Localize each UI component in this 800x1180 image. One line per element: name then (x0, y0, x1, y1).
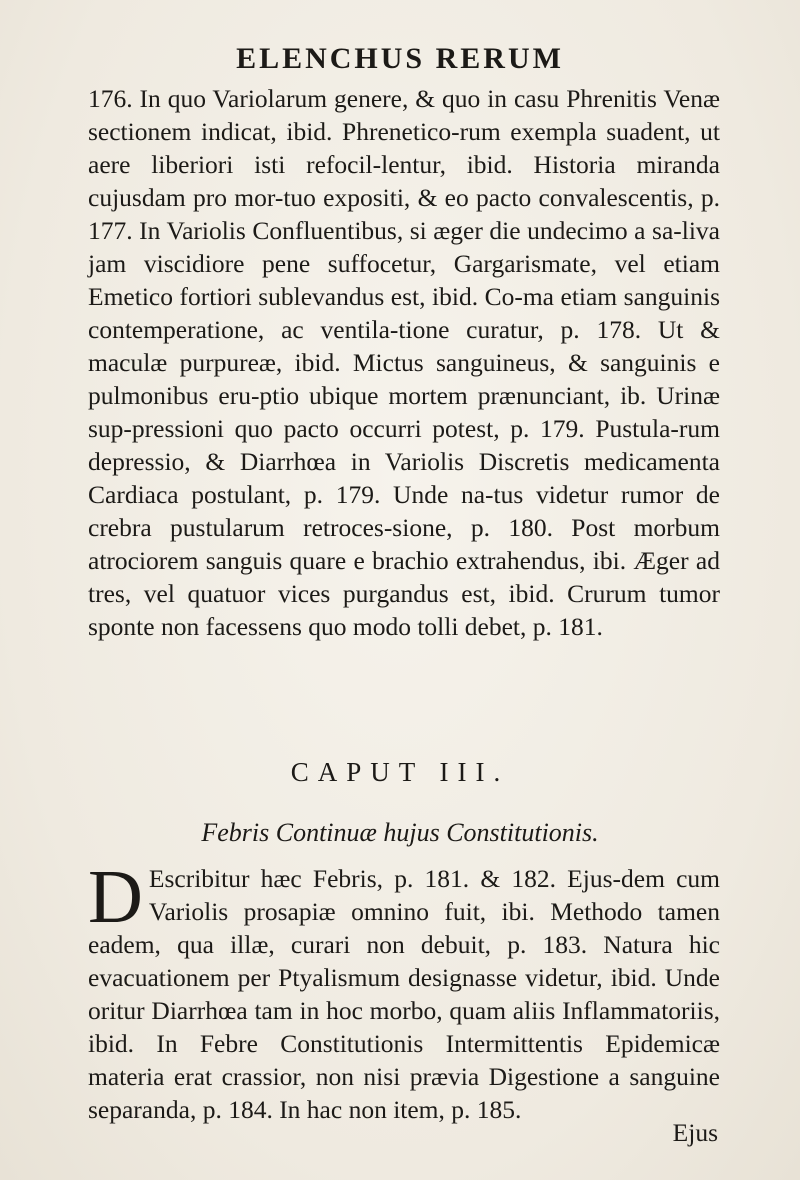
index-entry-text: 176. In quo Variolarum genere, & quo in casu Phrenitis Venæ sectionem indicat, ibid. Phrenetico-rum exempla suadent, ut aere liberiori isti refocil-lentur, ibid. Historia miranda cujusdam pro mor-tuo expositi, & eo pacto convalescentis, p. 177. In Variolis Confluentibus, si æger die undecimo a sa-liva jam viscidiore pene suffocetur, Gargarismate, vel etiam Emetico fortiori sublevandus est, ibid. Co-ma etiam sanguinis contemperatione, ac ventila-tione curatur, p. 178. Ut & maculæ purpureæ, ibid. Mictus sanguineus, & sanguinis e pulmonibus eru-ptio ubique mortem prænunciant, ib. Urinæ sup-pressioni quo pacto occurri potest, p. 179. Pustula-rum depressio, & Diarrhœa in Variolis Discretis medicamenta Cardiaca postulant, p. 179. Unde na-tus videtur rumor de crebra pustularum retroces-sione, p. 180. Post morbum atrociorem sanguis quare e brachio extrahendus, ibi. Æger ad tres, vel quatuor vices purgandus est, ibid. Crurum tumor sponte non facessens quo modo tolli debet, p. 181. (88, 84, 720, 641)
chapter-body-text: Escribitur hæc Febris, p. 181. & 182. Ejus-dem cum Variolis prosapiæ omnino fuit, ibi. Methodo tamen eadem, qua illæ, curari non debuit, p. 183. Natura hic evacuationem per Ptyalismum designasse videtur, ibid. Unde oritur Diarrhœa tam in hoc morbo, quam aliis Inflammatoriis, ibid. In Febre Constitutionis Intermittentis Epidemicæ materia erat crassior, non nisi prævia Digestione a sanguine separanda, p. 184. In hac non item, p. 185. (88, 864, 720, 1124)
drop-cap: D (88, 855, 143, 939)
index-entry-block (88, 82, 720, 643)
chapter-body-block (88, 855, 720, 1126)
running-head: ELENCHUS RERUM (236, 42, 564, 75)
chapter-subtitle: Febris Continuæ hujus Constitutionis. (201, 818, 599, 847)
catchword: Ejus (672, 1118, 718, 1147)
chapter-body-paragraph (88, 855, 720, 1126)
chapter-heading: CAPUT III. (290, 757, 510, 787)
